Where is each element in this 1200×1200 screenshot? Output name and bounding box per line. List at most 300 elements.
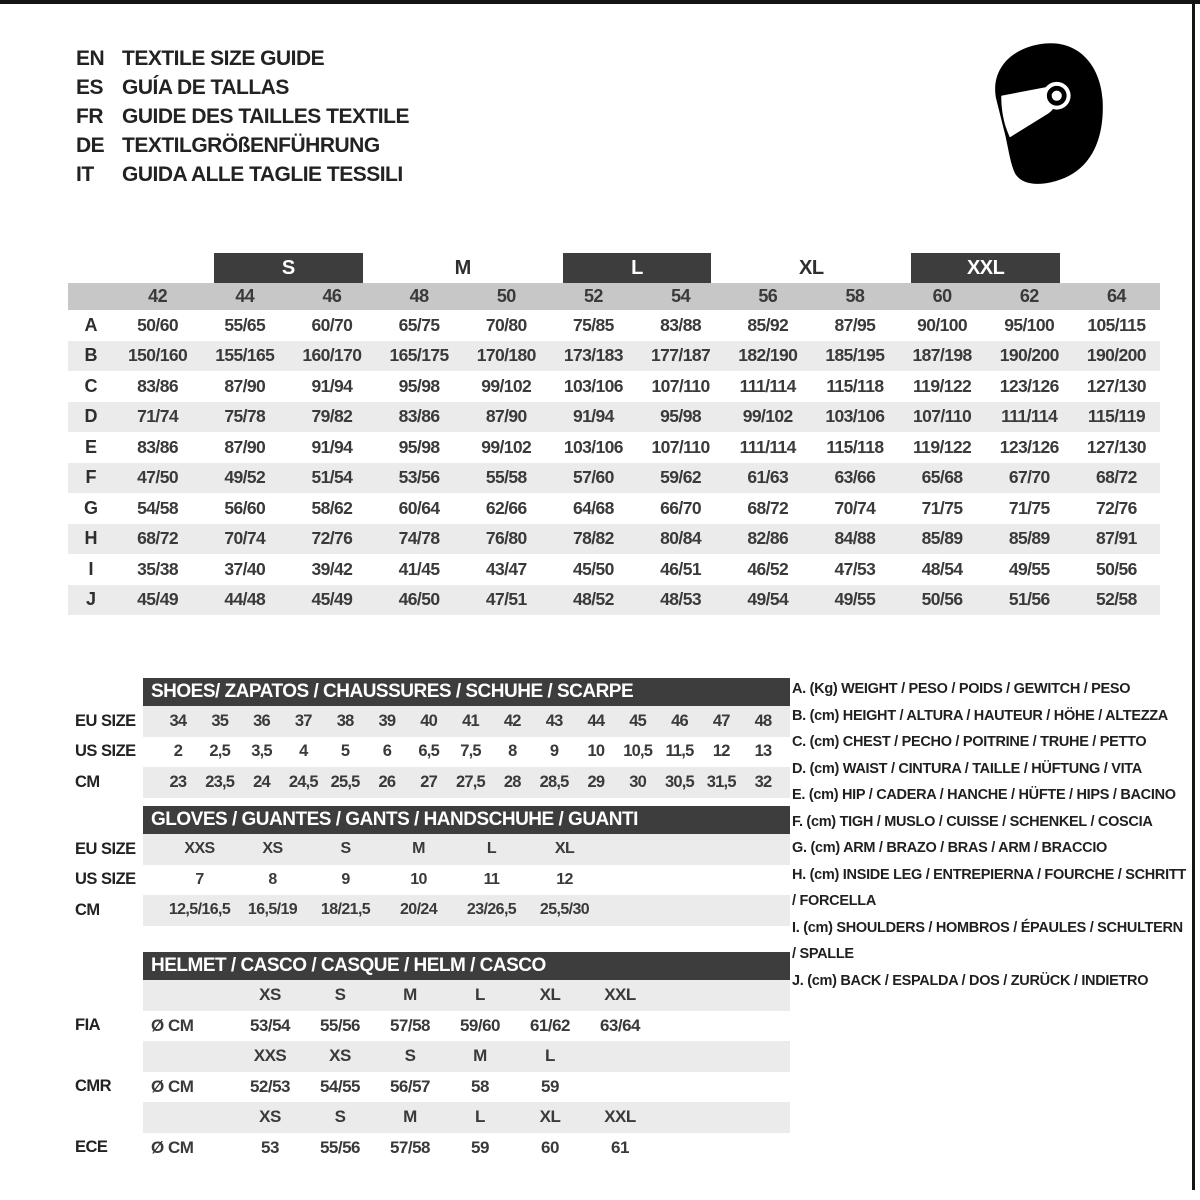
row-values bbox=[143, 767, 790, 798]
table-cell: 31,5 bbox=[706, 772, 736, 791]
legend-item bbox=[792, 835, 1190, 862]
table-cell: 150/160 bbox=[128, 345, 188, 366]
legend-code: G. bbox=[792, 840, 807, 856]
table-cell: 90/100 bbox=[917, 314, 968, 335]
table-cell: 83/86 bbox=[137, 436, 178, 457]
language-title-row bbox=[76, 131, 409, 160]
table-cell: 83/86 bbox=[398, 406, 440, 427]
table-cell: 85/89 bbox=[1008, 528, 1050, 549]
table-cell: 56/60 bbox=[224, 497, 266, 518]
table-cell: 30 bbox=[629, 772, 647, 791]
table-cell: 38 bbox=[336, 711, 354, 730]
helmet-values-row bbox=[143, 1072, 790, 1103]
table-cell: 48/52 bbox=[573, 589, 614, 610]
legend-text: HEIGHT / ALTURA / HAUTEUR / HÖHE / ALTEZZA bbox=[842, 707, 1168, 724]
table-cell: 7 bbox=[195, 870, 204, 888]
table-cell: 91/94 bbox=[573, 406, 614, 427]
legend-code: J. bbox=[792, 972, 804, 989]
table-cell: 27 bbox=[420, 772, 438, 791]
table-cell: 45 bbox=[629, 711, 647, 730]
size-number-cells bbox=[114, 283, 1160, 310]
guide-title: GUIDA ALLE TAGLIE TESSILI bbox=[122, 163, 403, 186]
table-cell: 23,5 bbox=[205, 772, 235, 791]
table-cell: 123/126 bbox=[999, 375, 1059, 396]
legend-code: E. bbox=[792, 787, 806, 803]
legend-text: BACK / ESPALDA / DOS / ZURÜCK / INDIETRO bbox=[840, 972, 1149, 989]
value-cells bbox=[235, 1138, 655, 1158]
table-cell: 23/26,5 bbox=[466, 901, 517, 919]
row-values bbox=[114, 524, 1160, 555]
table-cell: 51/54 bbox=[311, 467, 353, 488]
table-cell: 78/82 bbox=[573, 528, 614, 549]
row-values bbox=[114, 554, 1160, 585]
unit-label: Ø CM bbox=[151, 1076, 194, 1096]
legend-item bbox=[792, 676, 1190, 703]
legend-unit: (cm) bbox=[803, 919, 833, 936]
table-cell: 25,5/30 bbox=[539, 901, 590, 919]
table-cell: 53 bbox=[261, 1137, 279, 1157]
table-cell: 58 bbox=[471, 1076, 489, 1096]
table-cell: 87/91 bbox=[1096, 528, 1137, 549]
size-number-cell: 54 bbox=[671, 286, 690, 306]
table-cell: 10 bbox=[410, 870, 427, 888]
table-cell: 63/66 bbox=[834, 467, 876, 488]
table-row bbox=[68, 371, 1160, 402]
table-cell: 63/64 bbox=[599, 1015, 641, 1035]
table-cell: 71/74 bbox=[137, 406, 178, 427]
table-cell: 105/115 bbox=[1087, 314, 1146, 335]
language-title-row bbox=[76, 160, 409, 189]
legend-item bbox=[792, 862, 1190, 915]
table-cell: XXS bbox=[184, 840, 215, 858]
legend-item bbox=[792, 756, 1190, 783]
table-row bbox=[75, 865, 790, 896]
table-cell: 107/110 bbox=[651, 375, 710, 396]
table-cell: 54/58 bbox=[137, 497, 178, 518]
row-values bbox=[114, 371, 1160, 402]
table-cell: 61/62 bbox=[529, 1015, 571, 1035]
legend-item bbox=[792, 809, 1190, 836]
legend-unit: (cm) bbox=[806, 813, 836, 830]
table-cell: 3,5 bbox=[251, 742, 272, 761]
table-cell: 46/50 bbox=[398, 589, 440, 610]
table-cell: 103/106 bbox=[563, 375, 623, 396]
table-cell: 91/94 bbox=[311, 375, 353, 396]
size-number-cell: 44 bbox=[235, 286, 255, 306]
legend-code: D. bbox=[792, 760, 806, 777]
legend-unit: (Kg) bbox=[809, 681, 838, 697]
row-label: CM bbox=[75, 772, 100, 791]
table-cell: 71/75 bbox=[921, 497, 963, 518]
table-cell: 49/54 bbox=[747, 589, 789, 610]
table-cell: 187/198 bbox=[912, 345, 972, 366]
legend-text: WAIST / CINTURA / TAILLE / HÜFTUNG / VITA bbox=[842, 760, 1142, 777]
helmet-table-title: HELMET / CASCO / CASQUE / HELM / CASCO bbox=[143, 952, 790, 980]
gloves-rows bbox=[75, 834, 790, 926]
table-cell: 95/98 bbox=[398, 375, 440, 396]
table-cell: 53/54 bbox=[249, 1015, 291, 1035]
size-cell: S bbox=[334, 1107, 346, 1127]
measurement-rows bbox=[68, 310, 1160, 615]
legend-text: SHOULDERS / HOMBROS / ÉPAULES / SCHULTERN / SPALLE bbox=[792, 919, 1183, 962]
unit-label: Ø CM bbox=[151, 1015, 194, 1035]
table-cell: 9 bbox=[341, 870, 350, 888]
table-cell: 68/72 bbox=[1096, 467, 1137, 488]
language-code: EN bbox=[76, 47, 105, 70]
legend-item bbox=[792, 729, 1190, 756]
table-cell: 57/58 bbox=[389, 1137, 431, 1157]
row-values bbox=[114, 310, 1160, 341]
table-cell: 20/24 bbox=[399, 901, 438, 919]
row-values bbox=[114, 402, 1160, 433]
table-cell: 115/118 bbox=[826, 436, 884, 457]
table-cell: 190/200 bbox=[1086, 345, 1146, 366]
table-cell: 83/86 bbox=[137, 375, 178, 396]
table-cell: 55/58 bbox=[485, 467, 527, 488]
table-cell: 95/98 bbox=[660, 406, 701, 427]
table-cell: 34 bbox=[169, 711, 187, 730]
table-cell: 28,5 bbox=[539, 772, 569, 791]
size-number-cell: 56 bbox=[758, 286, 778, 306]
table-row bbox=[68, 493, 1160, 524]
table-cell: 16,5/19 bbox=[247, 901, 298, 919]
table-cell: 37/40 bbox=[224, 558, 266, 579]
table-cell: 52/53 bbox=[249, 1076, 291, 1096]
table-row bbox=[68, 463, 1160, 494]
table-row bbox=[75, 895, 790, 926]
table-cell: 50/56 bbox=[921, 589, 963, 610]
table-row bbox=[68, 402, 1160, 433]
language-title-row bbox=[76, 102, 409, 131]
table-cell: 59/62 bbox=[660, 467, 701, 488]
table-cell: 24,5 bbox=[288, 772, 318, 791]
table-cell: 47/53 bbox=[834, 558, 876, 579]
legend-code: B. bbox=[792, 707, 806, 724]
table-row bbox=[68, 524, 1160, 555]
table-cell: 47/50 bbox=[137, 467, 178, 488]
legend-text: CHEST / PECHO / POITRINE / TRUHE / PETTO bbox=[842, 734, 1147, 750]
size-band-l: L bbox=[563, 253, 711, 283]
table-cell: 68/72 bbox=[137, 528, 178, 549]
size-number-cell: 42 bbox=[148, 286, 167, 306]
table-cell: 43 bbox=[545, 711, 563, 730]
table-cell: 54/55 bbox=[319, 1076, 361, 1096]
row-letter: H bbox=[84, 528, 98, 549]
table-cell: 70/80 bbox=[485, 314, 527, 335]
language-code: FR bbox=[76, 105, 103, 128]
table-cell: 115/118 bbox=[826, 375, 884, 396]
table-cell: 27,5 bbox=[456, 772, 485, 791]
table-cell: 4 bbox=[299, 742, 308, 761]
legend-text: WEIGHT / PESO / POIDS / GEWITCH / PESO bbox=[841, 681, 1131, 697]
size-cell: XXS bbox=[253, 1046, 287, 1066]
table-cell: 9 bbox=[549, 742, 559, 761]
table-cell: 11 bbox=[483, 870, 500, 888]
table-cell: 65/75 bbox=[398, 314, 440, 335]
row-letter: G bbox=[83, 497, 98, 518]
table-cell: 127/130 bbox=[1086, 375, 1146, 396]
table-cell: 49/52 bbox=[224, 467, 266, 488]
row-letter: I bbox=[88, 558, 94, 579]
table-cell: 25,5 bbox=[330, 772, 360, 791]
size-cell: L bbox=[475, 1107, 485, 1127]
row-letter: F bbox=[85, 467, 97, 488]
size-cell: XS bbox=[329, 1046, 351, 1066]
row-letter: A bbox=[84, 314, 98, 335]
legend-code: A. bbox=[792, 681, 806, 697]
table-cell: 7,5 bbox=[460, 742, 481, 761]
table-cell: 85/89 bbox=[921, 528, 963, 549]
table-cell: 72/76 bbox=[311, 528, 353, 549]
table-cell: 91/94 bbox=[311, 436, 353, 457]
language-title-row bbox=[76, 73, 409, 102]
table-cell: S bbox=[340, 840, 351, 858]
table-cell: 79/82 bbox=[311, 406, 353, 427]
table-cell: 67/70 bbox=[1008, 467, 1050, 488]
legend-code: C. bbox=[792, 734, 806, 750]
table-cell: 84/88 bbox=[834, 528, 876, 549]
top-border-bar bbox=[0, 0, 1200, 4]
size-cell: XXL bbox=[604, 1107, 636, 1127]
helmet-sections bbox=[75, 980, 790, 1163]
table-cell: 70/74 bbox=[224, 528, 266, 549]
legend-unit: (cm) bbox=[809, 760, 840, 777]
table-cell: 119/122 bbox=[913, 436, 972, 457]
table-cell: 11,5 bbox=[665, 742, 694, 761]
table-cell: 28 bbox=[503, 772, 521, 791]
table-cell: 59 bbox=[541, 1076, 559, 1096]
row-values bbox=[114, 585, 1160, 616]
size-cell: M bbox=[403, 985, 417, 1005]
table-cell: 60/64 bbox=[398, 497, 440, 518]
table-cell: 82/86 bbox=[747, 528, 789, 549]
size-number-cell: 46 bbox=[322, 286, 342, 306]
row-values bbox=[143, 737, 790, 768]
table-cell: 87/95 bbox=[834, 314, 876, 335]
value-cells bbox=[235, 1077, 585, 1097]
table-cell: 111/114 bbox=[1001, 406, 1058, 427]
table-cell: 44/48 bbox=[224, 589, 266, 610]
table-cell: 65/68 bbox=[921, 467, 963, 488]
table-cell: 99/102 bbox=[481, 436, 532, 457]
guide-title: TEXTILE SIZE GUIDE bbox=[122, 47, 325, 70]
table-cell: 177/187 bbox=[651, 345, 711, 366]
table-cell: 55/56 bbox=[319, 1015, 361, 1035]
table-cell: 68/72 bbox=[747, 497, 789, 518]
guide-title: GUIDE DES TAILLES TEXTILE bbox=[122, 105, 409, 128]
size-number-cell: 48 bbox=[409, 286, 429, 306]
helmet-sizes-row bbox=[143, 1041, 790, 1072]
table-cell: 127/130 bbox=[1086, 436, 1146, 457]
legend-code: I. bbox=[792, 919, 800, 936]
table-cell: 95/98 bbox=[398, 436, 440, 457]
table-cell: 45/49 bbox=[311, 589, 353, 610]
table-cell: 23 bbox=[169, 772, 187, 791]
size-number-cell: 58 bbox=[845, 286, 865, 306]
legend-code: F. bbox=[792, 813, 803, 830]
measurement-legend bbox=[792, 676, 1190, 994]
helmet-values-row bbox=[143, 1133, 790, 1164]
row-letter: B bbox=[84, 345, 98, 366]
size-cells bbox=[235, 985, 655, 1005]
size-cell: S bbox=[404, 1046, 416, 1066]
table-cell: 46/51 bbox=[660, 558, 701, 579]
row-label: EU SIZE bbox=[75, 711, 136, 730]
table-cell: 160/170 bbox=[302, 345, 362, 366]
table-row bbox=[68, 341, 1160, 372]
table-cell: 74/78 bbox=[398, 528, 440, 549]
helmet-table bbox=[75, 952, 790, 1163]
table-cell: 37 bbox=[294, 711, 312, 730]
gloves-table bbox=[75, 806, 790, 926]
table-cell: 2,5 bbox=[209, 742, 230, 761]
table-cell: 48/54 bbox=[921, 558, 963, 579]
table-cell: 45/49 bbox=[137, 589, 178, 610]
row-label: US SIZE bbox=[75, 742, 136, 761]
table-cell: 44 bbox=[587, 711, 605, 730]
table-cell: 48/53 bbox=[660, 589, 701, 610]
row-letter: C bbox=[84, 375, 98, 396]
size-band-xl: XL bbox=[799, 256, 824, 279]
size-cell: L bbox=[475, 985, 485, 1005]
row-values bbox=[143, 706, 790, 737]
value-cells bbox=[235, 1016, 655, 1036]
table-cell: 45/50 bbox=[573, 558, 614, 579]
size-letter-band bbox=[68, 253, 1160, 283]
table-cell: 72/76 bbox=[1096, 497, 1137, 518]
table-cell: 75/85 bbox=[573, 314, 614, 335]
legend-item bbox=[792, 703, 1190, 730]
legend-code: H. bbox=[792, 866, 806, 883]
table-cell: 57/58 bbox=[389, 1015, 431, 1035]
size-number-cell: 60 bbox=[932, 286, 952, 306]
table-cell: 12,5/16,5 bbox=[168, 901, 231, 919]
table-cell: 50/56 bbox=[1096, 558, 1137, 579]
table-cell: 111/114 bbox=[739, 375, 796, 396]
table-cell: 43/47 bbox=[485, 558, 527, 579]
size-cell: XS bbox=[259, 1107, 281, 1127]
legend-item bbox=[792, 915, 1190, 968]
table-cell: 87/90 bbox=[485, 406, 527, 427]
helmet-standard-section bbox=[75, 1041, 790, 1102]
table-cell: 39 bbox=[378, 711, 396, 730]
size-number-cell: 62 bbox=[1019, 286, 1039, 306]
size-cell: M bbox=[403, 1107, 417, 1127]
row-values bbox=[143, 834, 790, 865]
table-cell: 41 bbox=[462, 711, 479, 730]
helmet-standard-section bbox=[75, 980, 790, 1041]
size-cells bbox=[235, 1107, 655, 1127]
table-cell: 103/106 bbox=[825, 406, 885, 427]
size-cell: XL bbox=[539, 1107, 561, 1127]
legend-unit: (cm) bbox=[809, 734, 840, 750]
table-row bbox=[75, 706, 790, 737]
standard-label: ECE bbox=[75, 1138, 108, 1156]
size-cell: XL bbox=[539, 985, 561, 1005]
table-cell: 155/165 bbox=[215, 345, 275, 366]
right-border-line bbox=[1192, 0, 1195, 1190]
row-label: CM bbox=[75, 900, 100, 919]
table-cell: 165/175 bbox=[389, 345, 449, 366]
guide-title: TEXTILGRÖßENFÜHRUNG bbox=[122, 134, 380, 157]
textile-size-table bbox=[68, 253, 1160, 615]
size-cell: M bbox=[473, 1046, 487, 1066]
size-band-s: S bbox=[214, 253, 362, 283]
legend-unit: (cm) bbox=[809, 866, 840, 883]
row-values bbox=[143, 865, 790, 896]
legend-item bbox=[792, 782, 1190, 809]
shoes-rows bbox=[75, 706, 790, 798]
table-cell: 49/55 bbox=[834, 589, 876, 610]
table-cell: 123/126 bbox=[999, 436, 1059, 457]
size-cell: L bbox=[545, 1046, 555, 1066]
table-cell: 185/195 bbox=[825, 345, 885, 366]
language-code: DE bbox=[76, 134, 105, 157]
table-cell: 119/122 bbox=[913, 375, 972, 396]
table-cell: 64/68 bbox=[573, 497, 614, 518]
helmet-sizes-row bbox=[143, 980, 790, 1011]
table-cell: 32 bbox=[754, 772, 772, 791]
standard-label: CMR bbox=[75, 1077, 112, 1095]
table-cell: 103/106 bbox=[563, 436, 623, 457]
table-cell: 182/190 bbox=[738, 345, 798, 366]
guide-title: GUÍA DE TALLAS bbox=[122, 76, 289, 99]
table-cell: XL bbox=[554, 840, 575, 858]
table-cell: 13 bbox=[754, 742, 772, 761]
table-cell: M bbox=[412, 840, 425, 858]
table-cell: 71/75 bbox=[1008, 497, 1050, 518]
table-cell: 5 bbox=[340, 742, 350, 761]
table-cell: 115/119 bbox=[1087, 406, 1145, 427]
table-cell: 173/183 bbox=[563, 345, 623, 366]
table-cell: 99/102 bbox=[742, 406, 793, 427]
table-cell: 85/92 bbox=[747, 314, 789, 335]
table-cell: 87/90 bbox=[224, 436, 266, 457]
size-cell: XS bbox=[259, 985, 281, 1005]
row-letter: E bbox=[84, 436, 97, 457]
legend-unit: (cm) bbox=[809, 707, 840, 724]
language-code: IT bbox=[76, 163, 94, 186]
table-cell: 60 bbox=[541, 1137, 559, 1157]
legend-unit: (cm) bbox=[808, 787, 839, 803]
shoes-table bbox=[75, 678, 790, 798]
table-cell: 50/60 bbox=[137, 314, 178, 335]
table-cell: 70/74 bbox=[834, 497, 876, 518]
table-cell: 29 bbox=[587, 772, 605, 791]
table-cell: 8 bbox=[268, 870, 277, 888]
language-title-row bbox=[76, 44, 409, 73]
table-cell: 49/55 bbox=[1008, 558, 1050, 579]
table-cell: 111/114 bbox=[739, 436, 796, 457]
table-cell: 47/51 bbox=[485, 589, 527, 610]
table-row bbox=[68, 310, 1160, 341]
language-code: ES bbox=[76, 76, 104, 99]
table-cell: 66/70 bbox=[660, 497, 701, 518]
table-row bbox=[75, 737, 790, 768]
table-cell: 52/58 bbox=[1096, 589, 1137, 610]
racing-helmet-icon bbox=[980, 36, 1110, 196]
table-cell: 87/90 bbox=[224, 375, 266, 396]
table-cell: 58/62 bbox=[311, 497, 353, 518]
table-cell: 51/56 bbox=[1008, 589, 1050, 610]
table-cell: 10 bbox=[587, 742, 605, 761]
table-cell: 59 bbox=[471, 1137, 489, 1157]
helmet-standard-section bbox=[75, 1102, 790, 1163]
size-cell: S bbox=[334, 985, 346, 1005]
table-row bbox=[68, 554, 1160, 585]
table-cell: 61/63 bbox=[747, 467, 789, 488]
table-cell: 30,5 bbox=[665, 772, 694, 791]
